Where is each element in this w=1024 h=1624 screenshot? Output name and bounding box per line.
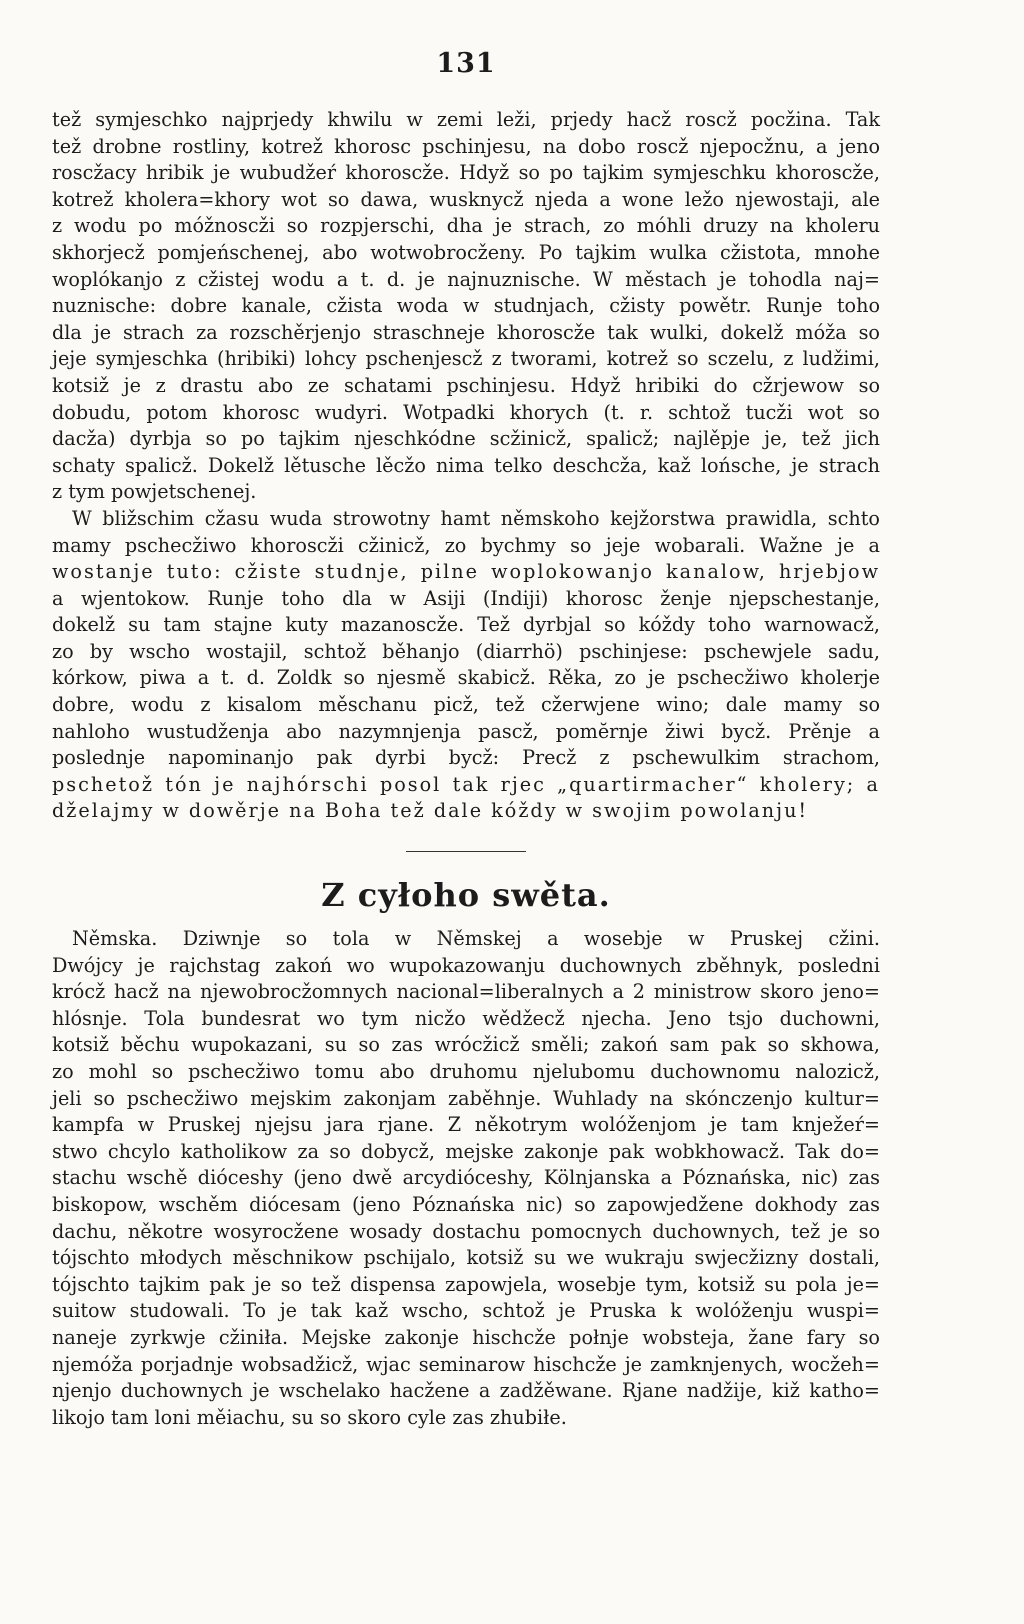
text-line: krócž hacž na njewobrocžomnych nacional=liberalnych a 2 ministrow skoro jeno=	[52, 980, 880, 1004]
text-line: biskopow, wschěm diócesam (jeno Póznańska nic) so zapowjedžene dokhody zas	[52, 1192, 880, 1216]
paragraph-health-rules	[52, 506, 880, 825]
text-line: z tym powjetschenej.	[52, 480, 257, 504]
text-line: tójschto młodych měschnikow pschijalo, kotsiž su we wukraju swjecžizny dostali,	[52, 1246, 880, 1270]
document-page	[52, 48, 880, 1431]
text-line: tež symjeschko najprjedy khwilu w zemi leži, prjedy hacž roscž pocžina. Tak	[52, 108, 880, 131]
text-line: wostanje tuto: cžiste studnje, pilne woplokowanjo kanalow, hrjebjow	[52, 560, 880, 584]
text-line: z wodu po móžnoscži so rozpjerschi, dha je strach, zo móhli druzy na kholeru	[52, 214, 880, 238]
text-line: dla je strach za rozschěrjenjo straschneje khoroscže tak wulki, dokelž móža so	[52, 320, 880, 344]
text-line: zo mohl so pschecžiwo tomu abo druhomu njelubomu duchownomu nalozicž,	[52, 1060, 880, 1083]
text-line: jeli so pschecžiwo mejskim zakonjam zaběhnje. Wuhlady na skónczenjo kultur=	[52, 1086, 880, 1110]
text-line: dachu, někotre wosyrocžene wosady dostachu pomocnych duchownych, tež je so	[52, 1219, 880, 1243]
text-line: Němska. Dziwnje so tola w Němskej a wosebje w Pruskej cžini.	[72, 927, 880, 951]
paragraph-cholera-prevention	[52, 107, 880, 506]
text-line: a wjentokow. Runje toho dla w Asiji (Indiji) khorosc ženje njepschestanje,	[52, 586, 880, 610]
text-line: nuznische: dobre kanale, cžista woda w studnjach, cžisty powětr. Runje toho	[52, 294, 880, 318]
text-line: kotsiž běchu wupokazani, su so zas wrócžicž směli; zakoń sam pak so skhowa,	[52, 1033, 880, 1057]
text-line: kotsiž je z drastu abo ze schatami pschinjesu. Hdyž hribiki do cžrjewow so	[52, 373, 880, 397]
text-line: W bližschim cžasu wuda strowotny hamt němskoho kejžorstwa prawidla, schto	[72, 506, 880, 530]
text-line: stwo chcylo katholikow za so dobycž, mejske zakonje pak wobkhowacž. Tak do=	[52, 1139, 880, 1163]
text-line: pschetož tón je najhórschi posol tak rjec „quartirmacher“ kholery; a	[52, 772, 880, 796]
text-line: poslednje napominanjo pak dyrbi bycž: Precž z pschewulkim strachom,	[52, 746, 880, 770]
text-line: njenjo duchownych je wschelako hacžene a zadžěwane. Rjane nadžije, kiž katho=	[52, 1379, 880, 1403]
section-title: Z cyłoho swěta.	[321, 876, 611, 915]
text-line: zo by wscho wostajil, schtož běhanjo (diarrhö) pschinjese: pschewjele sadu,	[52, 639, 880, 663]
text-line: dacža) dyrbja so po tajkim njeschkódne scžinicž, spalicž; najlěpje je, tež jich	[52, 427, 880, 451]
paragraph-news-germany	[52, 926, 880, 1431]
text-line: kotrež kholera=khory wot so dawa, wusknycž njeda a wone ležo njewostaji, ale	[52, 187, 880, 211]
text-line: schaty spalicž. Dokelž lětusche lěcžo nima telko deschcža, kaž lońsche, je strach	[52, 453, 880, 477]
text-line: naneje zyrkwje cžiniła. Mejske zakonje hischcže połnje wobsteja, žane fary so	[52, 1325, 880, 1349]
text-line: likojo tam loni měiachu, su so skoro cyle zas zhubiłe.	[52, 1405, 567, 1429]
text-line: jeje symjeschka (hribiki) lohcy pschenjescž z tworami, kotrež so sczelu, z ludžimi,	[52, 347, 880, 371]
section-divider	[406, 851, 526, 852]
text-line: tež drobne rostliny, kotrež khorosc pschinjesu, na dobo roscž njepocžnu, a jeno	[52, 134, 880, 158]
text-line: kampfa w Pruskej njejsu jara rjane. Z někotrym wolóženjom je tam knježeŕ=	[52, 1113, 880, 1137]
text-line: skhorjecž pomjeńschenej, abo wotwobrocženy. Po tajkim wulka cžistota, mnohe	[52, 240, 880, 264]
text-line: nahloho wustudženja abo nazymnjenja pascž, pomĕrnje žiwi bycž. Prěnje a	[52, 719, 880, 743]
text-line: njemóža porjadnje wobsadžicž, wjac seminarow hischcže je zamknjenych, wocžeh=	[52, 1352, 880, 1376]
text-line: dokelž su tam stajne kuty mazanoscže. Tež dyrbjal so kóždy toho warnowacž,	[52, 613, 880, 637]
text-line: suitow studowali. To je tak kaž wscho, schtož je Pruska k wolóženju wuspi=	[52, 1299, 880, 1323]
page-number: 131	[436, 48, 496, 79]
text-line: mamy pschecžiwo khoroscži cžinicž, zo bychmy so jeje wobarali. Wažne je a	[52, 533, 880, 557]
text-line: kórkow, piwa a t. d. Zoldk so njesmě skabicž. Rěka, zo je pschecžiwo kholerje	[52, 666, 880, 690]
text-line: hlósnje. Tola bundesrat wo tym nicžo wědžecž njecha. Jeno tsjo duchowni,	[52, 1006, 880, 1030]
text-line: tójschto tajkim pak je so tež dispensa zapowjela, wosebje tym, kotsiž su pola je=	[52, 1272, 880, 1296]
text-line: dobudu, potom khorosc wudyri. Wotpadki khorych (t. r. schtož tucži wot so	[52, 400, 880, 424]
text-line: Dwójcy je rajchstag zakoń wo wupokazowanju duchownych zběhnyk, posledni	[52, 953, 880, 977]
text-line: stachu wschě dióceshy (jeno dwě arcydióceshy, Kölnjanska a Póznańska, nic) zas	[52, 1166, 880, 1190]
text-line: woplókanjo z cžistej wodu a t. d. je najnuznische. W městach je tohodla naj=	[52, 267, 880, 291]
text-line: roscžacy hribik je wubudžeŕ khoroscže. Hdyž so po tajkim symjeschku khoroscže,	[52, 161, 880, 185]
text-line: dobre, wodu z kisalom měschanu picž, tež cžerwjene wino; dale mamy so	[52, 693, 880, 717]
text-line: dželajmy w dowěrje na Boha tež dale kóždy w swojim powolanju!	[52, 799, 809, 823]
